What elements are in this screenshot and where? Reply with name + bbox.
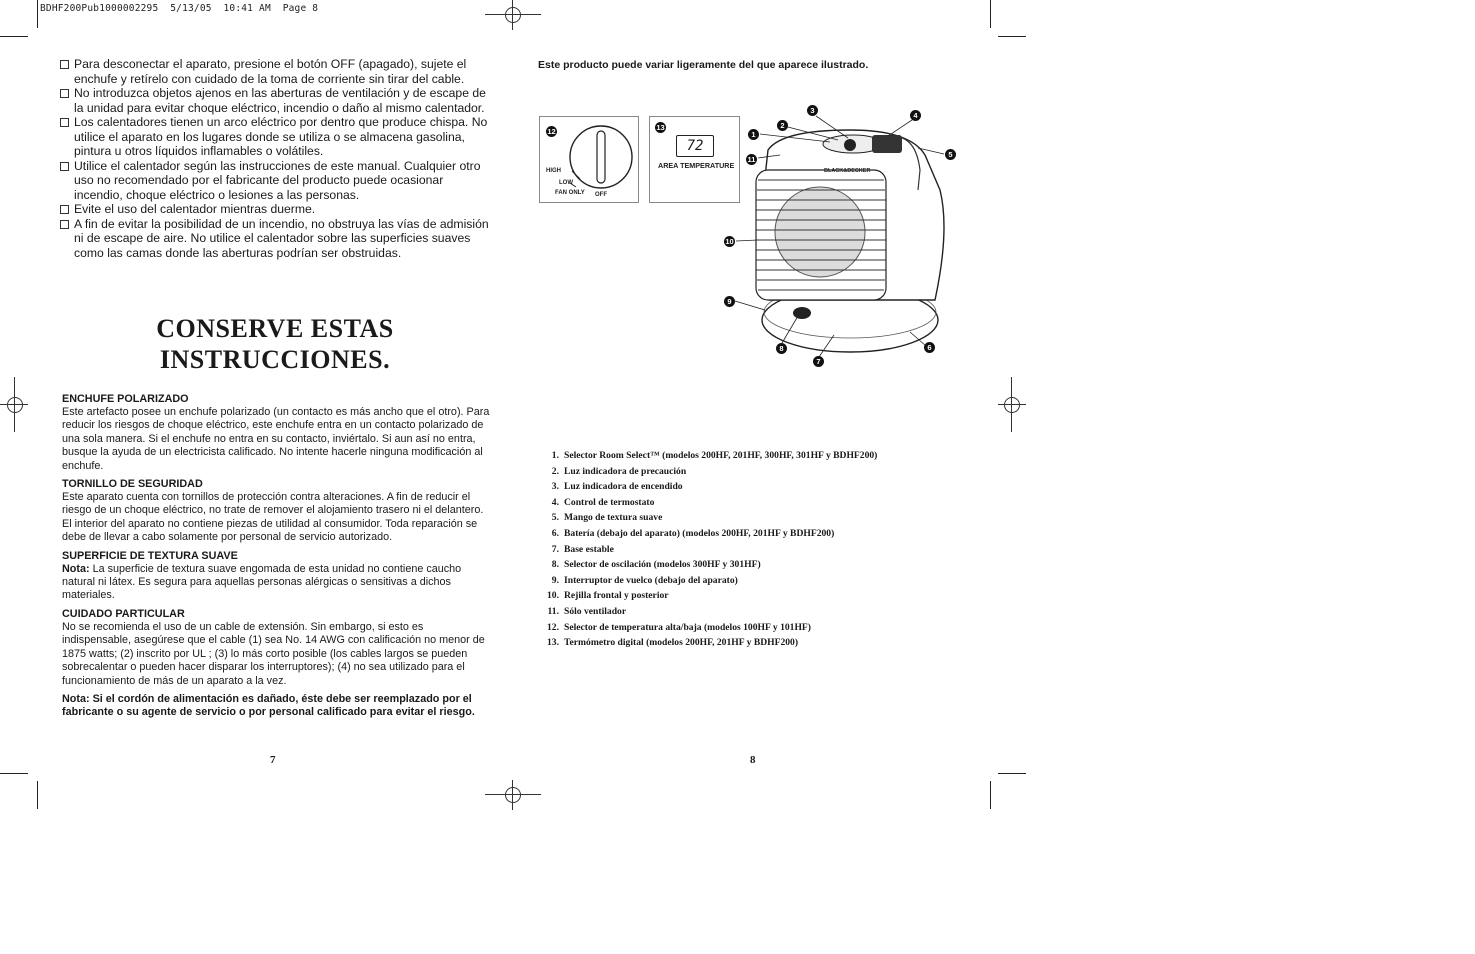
crop-mark <box>37 781 38 809</box>
crop-mark <box>37 0 38 28</box>
heading-line: CONSERVE ESTAS <box>156 314 394 343</box>
crop-mark <box>998 773 1026 774</box>
callout-3: 3 <box>807 105 818 116</box>
bullet-item: No introduzca objetos ajenos en las aberturas de ventilación y de escape de la unidad para evitar choque eléctrico, incendio o daño al mismo calentador. <box>60 86 490 115</box>
callout-6: 6 <box>924 342 935 353</box>
list-item: 11. Sólo ventilador <box>547 605 627 617</box>
heading-line: INSTRUCCIONES. <box>159 345 391 374</box>
callout-2: 2 <box>777 120 788 131</box>
section-body: No se recomienda el uso de un cable de extensión. Sin embargo, si esto es indispensable, asegúrese que el cable (1) sea No. 14 AWG con calificación no menor de 1875 watts; (2) inscrito por UL ; (3) lo más corto posible (los cables largos se pueden sobrecalentar o pueden hacer disparar los interruptores); (4) no sea utilizado para el funcionamiento de más de un aparato a la vez. <box>62 620 485 687</box>
checkbox-bullet-icon <box>60 220 69 229</box>
list-item: 1. Selector Room Select™ (modelos 200HF, 201HF, 300HF, 301HF y BDHF200) <box>551 450 878 461</box>
callout-10: 10 <box>725 237 734 246</box>
checkbox-bullet-icon <box>60 60 69 69</box>
page-number-right: 8 <box>750 754 756 766</box>
checkbox-bullet-icon <box>60 118 69 127</box>
section-title: SUPERFICIE DE TEXTURA SUAVE <box>62 549 238 562</box>
callout-9: 9 <box>724 296 735 307</box>
parts-list <box>537 448 987 651</box>
page-number-left: 7 <box>270 754 276 766</box>
callout-8: 8 <box>776 343 787 354</box>
bullet-item: Para desconectar el aparato, presione el botón OFF (apagado), sujete el enchufe y retírelo con cuidado de la toma de corriente sin tirar del cable. <box>60 57 490 86</box>
section-title: ENCHUFE POLARIZADO <box>62 393 189 405</box>
final-note: Nota: Si el cordón de alimentación es dañado, éste debe ser reemplazado por el fabricante o su agente de servicio o por personal calificado para evitar el riesgo. <box>62 692 475 719</box>
crop-mark <box>990 781 991 809</box>
list-item: 13. Termómetro digital (modelos 200HF, 201HF y BDHF200) <box>547 637 799 649</box>
callout-13: 13 <box>656 123 665 132</box>
area-temperature-label: AREA TEMPERATURE <box>658 161 735 170</box>
crop-mark <box>0 36 28 37</box>
dial-label-low: LOW <box>559 180 573 186</box>
callout-4: 4 <box>910 110 921 121</box>
callout-5: 5 <box>945 149 956 160</box>
section-title: CUIDADO PARTICULAR <box>62 607 185 620</box>
save-instructions-heading <box>60 313 490 375</box>
bullet-item: Los calentadores tienen un arco eléctrico por dentro que produce chispa. No utilice el aparato en los lugares donde se utiliza o se almacena gasolina, pintura u otros líquidos inflamables o volátiles. <box>60 115 490 159</box>
section-body: Nota: La superficie de textura suave engomada de esta unidad no contiene caucho natural ni látex. Es segura para aquellas personas alérgicas o sensitivas a dichos materiales. <box>62 562 462 602</box>
list-item: 3. Luz indicadora de encendido <box>551 481 683 493</box>
note-label: Nota: <box>62 562 90 575</box>
crop-mark <box>990 0 991 28</box>
list-item: 6. Batería (debajo del aparato) (modelos 200HF, 201HF y BDHF200) <box>551 527 835 539</box>
section-title: TORNILLO DE SEGURIDAD <box>62 478 203 491</box>
list-item: 4. Control de termostato <box>551 496 655 508</box>
bullet-item: Evite el uso del calentador mientras duerme. <box>60 202 490 217</box>
printer-slug: BDHF200Pub1000002295 5/13/05 10:41 AM Page 8 <box>40 3 319 14</box>
list-item: 2. Luz indicadora de precaución <box>551 465 687 477</box>
bullet-item: Utilice el calentador según las instrucciones de este manual. Cualquier otro uso no recomendado por el fabricante del producto puede ocasionar incendio, choque eléctrico o lesiones a las personas. <box>60 159 490 203</box>
section-body: Este aparato cuenta con tornillos de protección contra alteraciones. A fin de reducir el riesgo de un choque eléctrico, no trate de remover el alojamiento trasero ni el delantero. El interior del aparato no contiene piezas de utilidad al consumidor. Toda reparación se debe de llevar a cabo solamente por personal de servicio autorizado. <box>62 491 484 544</box>
safety-bullet-list <box>60 57 490 260</box>
callout-11: 11 <box>747 155 756 164</box>
list-item: 9. Interruptor de vuelco (debajo del aparato) <box>551 574 738 586</box>
checkbox-bullet-icon <box>60 89 69 98</box>
dial-panel <box>539 116 639 203</box>
list-item: 7. Base estable <box>551 543 614 555</box>
sections <box>62 393 490 720</box>
product-note: Este producto puede variar ligeramente del que aparece ilustrado. <box>538 59 869 71</box>
list-item: 12. Selector de temperatura alta/baja (modelos 100HF y 101HF) <box>547 621 811 633</box>
callout-12: 12 <box>547 127 556 136</box>
callout-1: 1 <box>748 129 759 140</box>
digital-display: 72 <box>676 135 714 157</box>
checkbox-bullet-icon <box>60 162 69 171</box>
list-item: 8. Selector de oscilación (modelos 300HF y 301HF) <box>551 559 761 571</box>
checkbox-bullet-icon <box>60 205 69 214</box>
section-body: Este artefacto posee un enchufe polarizado (un contacto es más ancho que el otro). Para reducir los riesgos de choque eléctrico, este enchufe entra en un contacto polarizado de una sola manera. Si el enchufe no entra en su contacto, inviértalo. Si aun así no entra, busque la ayuda de un electricista calificado. No intente hacerle ninguna modificación al enchufe. <box>62 406 490 472</box>
heater-illustration-icon <box>720 100 960 375</box>
callout-7: 7 <box>813 356 824 367</box>
dial-label-fan-only: FAN ONLY <box>555 190 585 196</box>
list-item: 10. Rejilla frontal y posterior <box>547 590 669 602</box>
crop-mark <box>998 36 1026 37</box>
bullet-item: A fin de evitar la posibilidad de un incendio, no obstruya las vías de admisión ni de escape de aire. No utilice el calentador sobre las superficies suaves como las camas donde las aberturas podrían ser obstruidas. <box>60 217 490 261</box>
dial-label-off: OFF <box>595 192 607 198</box>
list-item: 5. Mango de textura suave <box>551 512 663 524</box>
brand-logo: BLACK&DECKER <box>824 168 871 174</box>
crop-mark <box>0 773 28 774</box>
dial-label-high: HIGH <box>546 168 561 174</box>
